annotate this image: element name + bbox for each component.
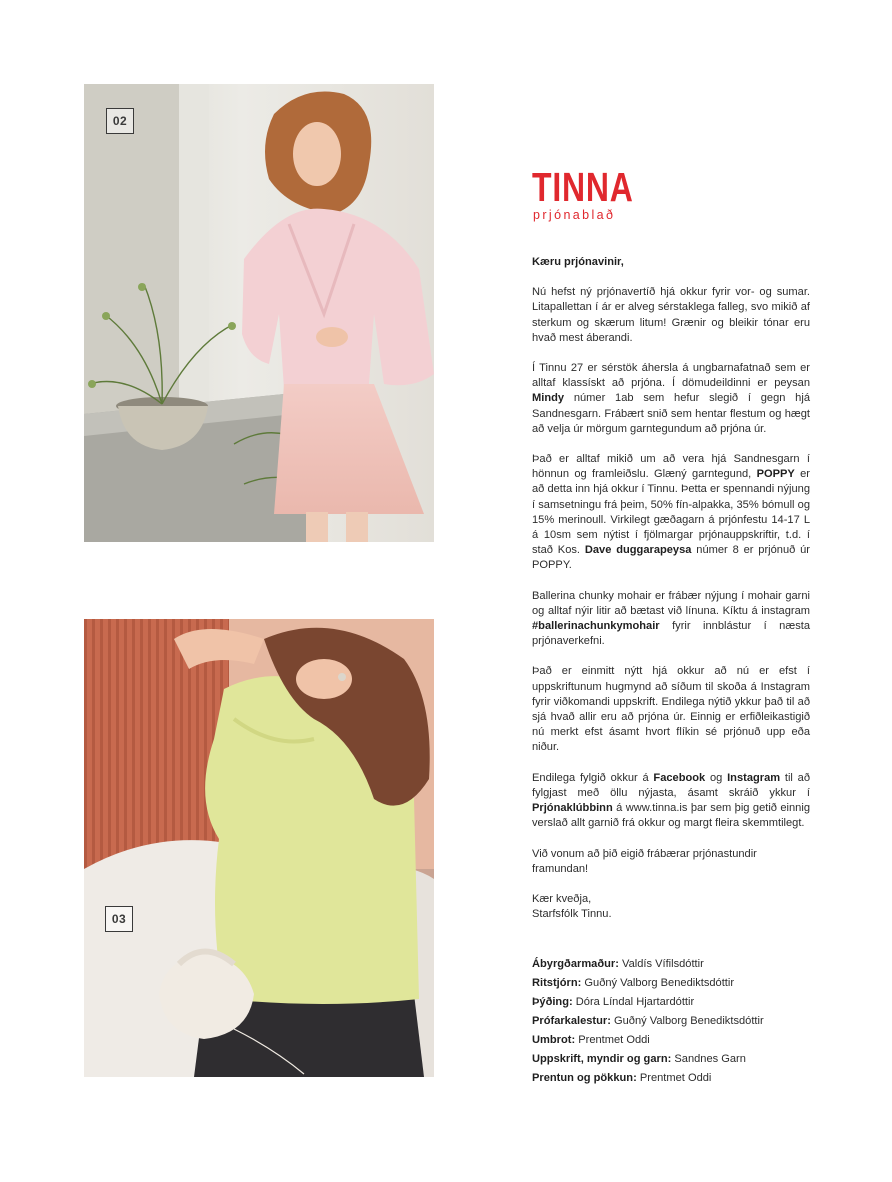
- credit-row: Uppskrift, myndir og garn: Sandnes Garn: [532, 1053, 746, 1065]
- credits-list: [532, 955, 832, 1088]
- credit-row: Þýðing: Dóra Líndal Hjartardóttir: [532, 996, 695, 1008]
- paragraph-7: Við vonum að þið eigið frábærar prjónastundir framundan!: [532, 847, 757, 875]
- credit-row: Prentun og pökkun: Prentmet Oddi: [532, 1072, 712, 1084]
- logo-subtitle: prjónablað: [533, 208, 616, 222]
- credit-row: Ábyrgðarmaður: Valdís Vífilsdóttir: [532, 958, 704, 970]
- logo-wordmark: TINNA: [532, 164, 634, 210]
- paragraph-5: Það er einmitt nýtt hjá okkur að nú er efst í uppskriftunum hugmynd að síðum til skoða á Instagram fyrir viðkomandi uppskrift. Endilega nýtið ykkur það til að sjá hvað allir eru að prjóna úr. Einnig er erfiðleikastigið nú merkt efst ásamt hvort flíkin sé prjónuð upp eða niður.: [532, 665, 810, 754]
- photo-yellow-sweater-illustration: [84, 619, 434, 1077]
- photo-pink-sweater: [84, 84, 434, 542]
- paragraph-1: Nú hefst ný prjónavertíð hjá okkur fyrir vor- og sumar. Litapallettan í ár er alveg sérstaklega falleg, svo mikið af sterkum og skærum litum! Grænir og bleikir tónar eru hvað mest áberandi.: [532, 286, 810, 344]
- paragraph-4: Ballerina chunky mohair er frábær nýjung í mohair garni og alltaf nýir litir að bætast við línuna. Kíktu á instagram #ballerinachunkymohair fyrir innblástur í næsta prjónaverkefni.: [532, 589, 810, 648]
- photo-number-badge: 02: [106, 108, 134, 134]
- paragraph-6: Endilega fylgið okkur á Facebook og Instagram til að fylgjast með öllu nýjasta, ásamt skráið ykkur í Prjónaklúbbinn á www.tinna.is þar sem þig getið einnig verslað allt garnið frá okkur og margt fleira skemmtilegt.: [532, 771, 810, 830]
- photo-pink-sweater-illustration: [84, 84, 434, 542]
- photo-yellow-sweater: [84, 619, 434, 1077]
- greeting: Kæru prjónavinir,: [532, 256, 624, 268]
- credit-row: Prófarkalestur: Guðný Valborg Benediktsdóttir: [532, 1015, 764, 1027]
- credit-row: Ritstjórn: Guðný Valborg Benediktsdóttir: [532, 977, 735, 989]
- paragraph-2: Í Tinnu 27 er sérstök áhersla á ungbarnafatnað sem er alltaf klassískt að prjóna. Í dömudeildinni er peysan Mindy númer 1ab sem hefur slegið í gegn hjá Sandnesgarn. Frábært snið sem hentar flestum og hægt að velja úr mörgum garntegundum að prjóna úr.: [532, 362, 810, 435]
- tinna-logo: [532, 164, 642, 222]
- signoff: Kær kveðja, Starfsfólk Tinnu.: [532, 892, 612, 921]
- photo-number-badge: 03: [105, 906, 133, 932]
- editorial-letter: [532, 255, 810, 937]
- paragraph-3: Það er alltaf mikið um að vera hjá Sandnesgarn í hönnun og framleiðslu. Glæný garntegund, POPPY er að detta inn hjá okkur í Tinnu. Þetta er spennandi nýjung í samsetningu frá þeim, 50% fín-alpakka, 35% bómull og 15% merinoull. Virkilegt gæðagarn á prjónfestu 14-17 L á 10sm sem nýtist í fjölmargar prjónauppskriftir, t.d. í stað Kos. Dave duggarapeysa númer 8 er prjónuð úr POPPY.: [532, 453, 811, 572]
- credit-row: Umbrot: Prentmet Oddi: [532, 1034, 650, 1046]
